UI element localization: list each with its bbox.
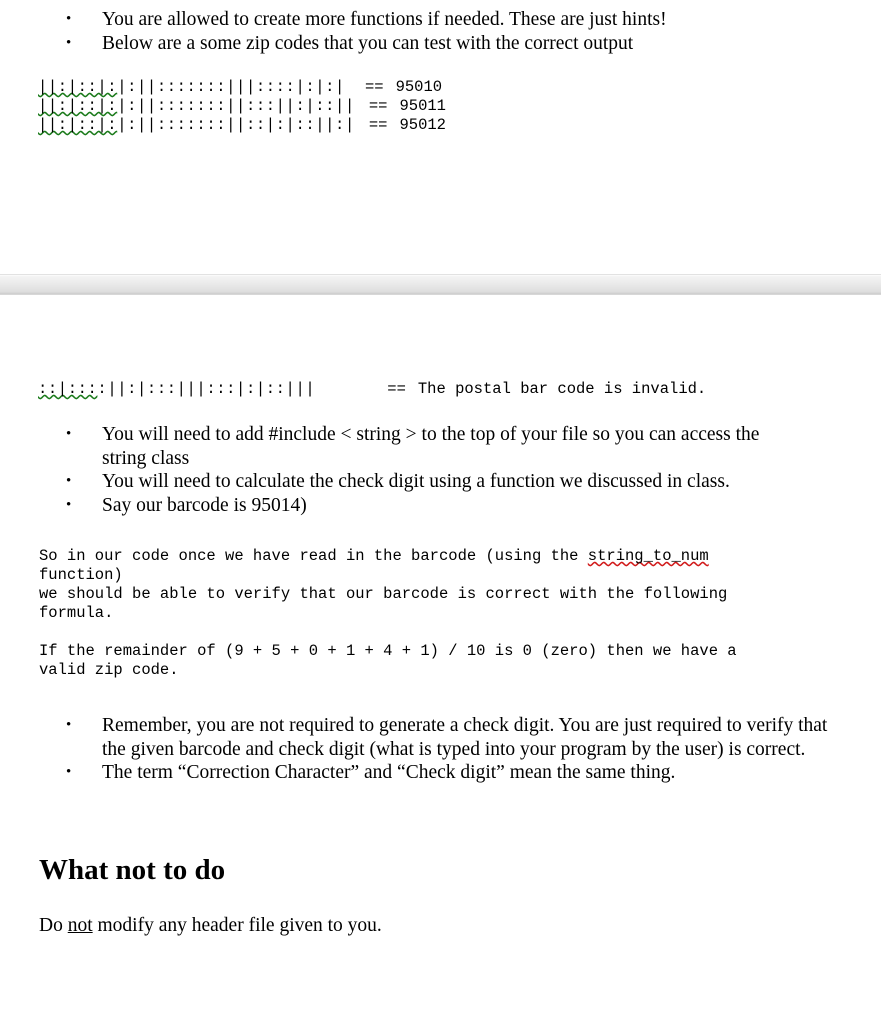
barcode-bars <box>38 97 355 116</box>
bullet-icon: • <box>66 34 72 51</box>
barcode-result: 95011 <box>399 97 446 115</box>
barcode-bars <box>38 380 315 399</box>
barcode-row <box>38 116 881 135</box>
list-item <box>0 8 881 32</box>
list-item-text: Remember, you are not required to generate a check digit. You are just required to verify that the given barcode and check digit (what is typed into your program by the user) is correct. <box>102 715 828 760</box>
barcode-bars-misspelled: ::|::: <box>38 380 98 398</box>
list-item-text: You will need to add #include < string > to the top of your file so you can access the string class <box>102 424 760 469</box>
list-item <box>0 423 881 470</box>
barcode-result: 95012 <box>399 116 446 134</box>
formula-line-1: If the remainder of (9 + 5 + 0 + 1 + 4 + 1) / 10 is 0 (zero) then we have a <box>39 642 737 660</box>
barcode-separator: == <box>387 380 406 398</box>
bullet-icon: • <box>66 473 72 489</box>
list-item <box>0 32 881 56</box>
code-text-misspelled: string_to_num <box>587 547 709 565</box>
middle-bullet-list <box>0 423 881 517</box>
barcode-result: The postal bar code is invalid. <box>417 380 707 398</box>
list-item <box>0 470 881 494</box>
barcode-bars-rest: |:||:::::::||::|:|::||:| <box>117 116 355 134</box>
invalid-barcode-block <box>0 380 881 399</box>
barcode-bars-rest: |:||:::::::|||::::|:|:| <box>117 78 345 96</box>
barcode-separator: == <box>364 78 384 96</box>
barcode-bars-misspelled: ||:|::|: <box>38 97 118 115</box>
top-bullet-list <box>0 8 881 55</box>
code-text-before: So in our code once we have read in the barcode (using the <box>39 547 588 565</box>
list-item-text: You are allowed to create more functions if needed. These are just hints! <box>102 9 667 30</box>
underlined-word: not <box>67 914 93 936</box>
bullet-icon: • <box>66 496 72 513</box>
barcode-row <box>38 97 881 116</box>
barcode-row <box>38 380 881 399</box>
list-item-text: Below are a some zip codes that you can test with the correct output <box>102 32 634 54</box>
code-text-line3: we should be able to verify that our barcode is correct with the following <box>39 585 728 603</box>
page-break-separator <box>0 274 881 296</box>
what-not-to-do-text <box>0 914 881 938</box>
barcode-bars <box>38 78 345 97</box>
code-text-line2: function) <box>39 566 123 584</box>
bullet-icon: • <box>66 11 72 27</box>
barcode-bars-misspelled: ||:|::|: <box>38 78 118 96</box>
formula-line-2: valid zip code. <box>39 661 179 679</box>
list-item <box>0 494 881 518</box>
list-item-text: Say our barcode is 95014) <box>102 494 307 516</box>
barcode-bars-misspelled: ||:|::|: <box>38 116 118 134</box>
page-title: What not to do <box>39 853 226 886</box>
bullet-icon: • <box>66 764 72 780</box>
bottom-bullet-list <box>0 714 881 785</box>
barcode-bars-rest: :||:|:::|||:::|:|::||| <box>97 380 316 398</box>
list-item-text: The term “Correction Character” and “Check digit” mean the same thing. <box>102 762 676 783</box>
bullet-icon: • <box>66 426 72 442</box>
code-paragraph-explanation <box>0 547 881 623</box>
code-paragraph-formula <box>0 642 881 680</box>
barcode-bars <box>38 116 355 135</box>
barcode-separator: == <box>368 116 388 134</box>
text-before-underline: Do <box>39 914 68 936</box>
list-item-text: You will need to calculate the check digit using a function we discussed in class. <box>102 471 730 492</box>
barcode-row <box>38 78 881 97</box>
barcode-separator: == <box>368 97 388 115</box>
bullet-icon: • <box>66 717 72 733</box>
barcode-bars-rest: |:||:::::::||:::||:|::|| <box>117 97 355 115</box>
list-item <box>0 761 881 785</box>
barcode-result: 95010 <box>395 78 443 96</box>
barcode-sample-block <box>0 78 881 135</box>
code-text-line4: formula. <box>39 604 114 622</box>
list-item <box>0 714 881 761</box>
text-after-underline: modify any header file given to you. <box>92 914 382 936</box>
